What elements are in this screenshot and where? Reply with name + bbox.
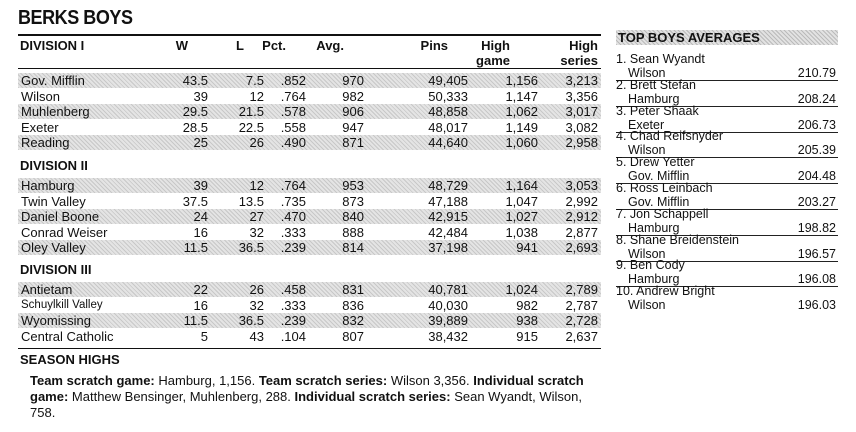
cell-pins: 38,432 [428, 328, 468, 344]
table-row [18, 298, 601, 313]
cell-pins: 39,889 [428, 313, 468, 329]
top-average-entry [616, 155, 838, 184]
bowler-team: Hamburg [628, 272, 680, 287]
bowler-team: Wilson [628, 246, 666, 261]
bowler-name: 10. Andrew Bright [616, 284, 715, 299]
cell-wins: 29.5 [182, 104, 208, 120]
bowler-name: 1. Sean Wyandt [616, 52, 705, 66]
cell-avg: 831 [342, 282, 364, 297]
cell-pins: 50,333 [428, 88, 468, 104]
cell-pct: .333 [280, 224, 306, 240]
cell-wins: 25 [193, 135, 208, 151]
bowler-average: 205.39 [797, 143, 836, 158]
cell-high-game: 1,060 [505, 135, 538, 151]
cell-wins: 22 [193, 282, 208, 297]
cell-high-game: 1,027 [505, 209, 538, 225]
bowler-name: 6. Ross Leinbach [616, 181, 713, 195]
top-averages-title-text: TOP BOYS AVERAGES [618, 30, 760, 45]
bowler-team: Wilson [628, 66, 666, 80]
cell-avg: 873 [342, 193, 364, 209]
cell-losses: 12 [249, 178, 264, 193]
top-average-entry [616, 104, 838, 133]
cell-wins: 11.5 [183, 240, 208, 256]
top-averages-title [616, 30, 838, 45]
table-row [18, 225, 601, 240]
cell-wins: 16 [193, 224, 208, 240]
cell-team-name: Wyomissing [21, 313, 91, 329]
bowler-name: 4. Chad Reifsnyder [616, 129, 724, 144]
bowler-name: 7. Jon Schappell [616, 206, 709, 221]
cell-pct: .239 [280, 240, 306, 256]
table-row [18, 282, 601, 297]
cell-team-name: Reading [21, 135, 70, 151]
team-game-key: Team scratch game: [30, 373, 155, 388]
cell-high-series: 2,992 [565, 193, 598, 209]
cell-high-series: 2,877 [565, 224, 598, 240]
cell-avg: 906 [342, 104, 364, 120]
cell-high-series: 3,053 [565, 178, 598, 193]
ind-series-value: Sean Wyandt, Wilson, 758. [30, 389, 582, 420]
bowler-team: Gov. Mifflin [628, 195, 690, 209]
table-row [18, 104, 601, 119]
cell-losses: 27 [249, 209, 264, 225]
table-row [18, 194, 601, 209]
cell-high-game: 1,147 [505, 88, 538, 104]
top-average-entry [616, 284, 838, 312]
cell-high-series: 2,789 [565, 282, 598, 297]
cell-pins: 48,729 [428, 178, 468, 193]
cell-avg: 832 [342, 313, 364, 329]
top-average-entry [616, 258, 838, 287]
bowler-name: 5. Drew Yetter [616, 155, 695, 170]
cell-team-name: Hamburg [21, 178, 75, 193]
cell-wins: 28.5 [182, 119, 208, 135]
cell-high-game: 1,047 [505, 193, 538, 209]
division-2-label: DIVISION II [20, 158, 88, 173]
cell-pins: 42,915 [428, 209, 468, 225]
team-series-value: Wilson 3,356. [387, 373, 474, 388]
cell-high-series: 2,912 [565, 209, 598, 225]
cell-high-series: 2,637 [565, 328, 598, 344]
cell-pins: 49,405 [428, 73, 468, 88]
cell-pins: 47,188 [428, 193, 468, 209]
bowler-team: Hamburg [628, 220, 680, 235]
bowler-average: 196.57 [797, 246, 836, 261]
cell-avg: 836 [342, 297, 364, 313]
cell-team-name: Exeter [21, 119, 59, 135]
cell-high-series: 2,693 [565, 240, 598, 256]
cell-losses: 32 [249, 224, 264, 240]
table-row [18, 240, 601, 255]
cell-team-name: Wilson [21, 88, 61, 104]
col-high-game-line1: High [481, 38, 510, 53]
cell-pins: 42,484 [428, 224, 468, 240]
cell-high-series: 3,017 [565, 104, 598, 120]
season-highs-text [30, 373, 590, 421]
col-w-header: W [175, 38, 188, 53]
cell-pins: 48,858 [428, 104, 468, 120]
top-average-entry [616, 207, 838, 236]
top-average-entry [616, 233, 838, 262]
col-high-series-header [518, 38, 598, 68]
bowler-team: Wilson [628, 298, 666, 313]
team-game-value: Hamburg, 1,156. [154, 373, 259, 388]
col-l-header: L [236, 38, 244, 53]
cell-pct: .470 [280, 209, 306, 225]
cell-wins: 39 [193, 88, 208, 104]
cell-pct: .490 [280, 135, 306, 151]
bowler-average: 196.08 [797, 272, 836, 287]
cell-losses: 13.5 [238, 193, 264, 209]
cell-avg: 888 [342, 224, 364, 240]
cell-wins: 43.5 [182, 73, 208, 88]
table-row [18, 209, 601, 224]
team-series-key: Team scratch series: [258, 373, 388, 388]
bowler-name: 3. Peter Shaak [616, 103, 699, 118]
bowler-average: 196.03 [797, 298, 836, 313]
cell-pct: .333 [280, 297, 306, 313]
cell-wins: 5 [200, 328, 208, 344]
cell-pins: 40,781 [428, 282, 468, 297]
season-highs-rule [18, 348, 601, 349]
bowler-average: 198.82 [797, 220, 836, 235]
table-row [18, 313, 601, 328]
cell-high-series: 2,958 [565, 135, 598, 151]
cell-pct: .239 [280, 313, 306, 329]
cell-avg: 947 [342, 119, 364, 135]
cell-pct: .458 [280, 282, 306, 297]
ind-game-value: Matthew Bensinger, Muhlenberg, 288. [68, 389, 295, 404]
cell-pct: .764 [280, 178, 306, 193]
cell-team-name: Oley Valley [21, 240, 86, 256]
cell-high-series: 3,213 [565, 73, 598, 88]
cell-wins: 37.5 [182, 193, 208, 209]
ind-series-key: Individual scratch series: [294, 389, 451, 404]
cell-high-game: 1,024 [505, 282, 538, 297]
page-title: BERKS BOYS [18, 7, 133, 29]
cell-losses: 36.5 [238, 313, 264, 329]
ind-game-key: Individual scratch game: [30, 373, 584, 404]
cell-losses: 21.5 [238, 104, 264, 120]
cell-team-name: Schuylkill Valley [21, 298, 103, 311]
cell-high-game: 1,038 [505, 224, 538, 240]
cell-losses: 7.5 [245, 73, 264, 88]
table-row [18, 89, 601, 104]
cell-wins: 16 [193, 297, 208, 313]
cell-avg: 814 [342, 240, 364, 256]
cell-pct: .104 [280, 328, 306, 344]
cell-avg: 807 [342, 328, 364, 344]
bowler-team: Gov. Mifflin [628, 169, 690, 184]
table-row [18, 178, 601, 193]
cell-team-name: Gov. Mifflin [21, 73, 85, 88]
cell-avg: 871 [342, 135, 364, 151]
cell-pins: 40,030 [428, 297, 468, 313]
top-average-entry [616, 52, 838, 81]
cell-pins: 44,640 [428, 135, 468, 151]
col-avg-header: Avg. [316, 38, 344, 53]
cell-losses: 26 [249, 282, 264, 297]
cell-high-series: 2,787 [565, 297, 598, 313]
table-row [18, 329, 601, 344]
table-row [18, 73, 601, 88]
cell-wins: 24 [193, 209, 208, 225]
col-pins-header: Pins [420, 38, 448, 53]
cell-avg: 970 [342, 73, 364, 88]
bowler-average: 210.79 [797, 66, 836, 80]
bowler-average: 208.24 [797, 91, 836, 106]
col-high-series-line2: series [560, 53, 598, 68]
cell-team-name: Muhlenberg [21, 104, 90, 120]
bowler-team: Exeter [628, 117, 665, 132]
cell-losses: 12 [249, 88, 264, 104]
cell-high-series: 3,356 [565, 88, 598, 104]
cell-pct: .764 [280, 88, 306, 104]
cell-losses: 22.5 [238, 119, 264, 135]
cell-wins: 39 [193, 178, 208, 193]
cell-high-series: 3,082 [565, 119, 598, 135]
cell-team-name: Twin Valley [21, 193, 86, 209]
cell-team-name: Daniel Boone [21, 209, 100, 225]
cell-pins: 48,017 [428, 119, 468, 135]
bowler-team-line [616, 298, 838, 312]
bowler-name: 2. Brett Stefan [616, 77, 696, 92]
col-high-game-header [450, 38, 510, 68]
cell-pins: 37,198 [428, 240, 468, 256]
cell-high-series: 2,728 [565, 313, 598, 329]
cell-avg: 982 [342, 88, 364, 104]
season-highs-label: SEASON HIGHS [20, 352, 120, 367]
bowler-average: 206.73 [797, 117, 836, 132]
table-row [18, 135, 601, 150]
cell-team-name: Central Catholic [21, 328, 114, 344]
division-3-label: DIVISION III [20, 262, 92, 277]
bowler-average: 203.27 [797, 195, 836, 209]
bowler-average: 204.48 [797, 169, 836, 184]
title-rule [18, 34, 601, 36]
cell-losses: 26 [249, 135, 264, 151]
col-high-series-line1: High [569, 38, 598, 53]
header-rule [18, 68, 601, 69]
cell-high-game: 1,149 [505, 119, 538, 135]
division-header: DIVISION I [20, 38, 85, 53]
bowler-team: Hamburg [628, 91, 680, 106]
cell-losses: 36.5 [238, 240, 264, 256]
cell-pct: .578 [280, 104, 306, 120]
bowler-team: Wilson [628, 143, 666, 158]
cell-avg: 840 [342, 209, 364, 225]
table-row [18, 120, 601, 135]
cell-team-name: Antietam [21, 282, 73, 297]
cell-high-game: 1,164 [505, 178, 538, 193]
cell-high-game: 941 [516, 240, 538, 256]
cell-high-game: 915 [516, 328, 538, 344]
col-pct-header: Pct. [262, 38, 286, 53]
top-average-entry [616, 78, 838, 107]
bowler-name: 9. Ben Cody [616, 258, 685, 273]
cell-high-game: 938 [516, 313, 538, 329]
cell-pct: .735 [280, 193, 306, 209]
top-average-entry [616, 181, 838, 210]
top-average-entry [616, 129, 838, 158]
cell-pct: .852 [280, 73, 306, 88]
cell-losses: 32 [249, 297, 264, 313]
cell-pct: .558 [280, 119, 306, 135]
bowler-name: 8. Shane Breidenstein [616, 232, 740, 247]
cell-high-game: 982 [516, 297, 538, 313]
cell-avg: 953 [342, 178, 364, 193]
cell-high-game: 1,156 [505, 73, 538, 88]
cell-losses: 43 [249, 328, 264, 344]
cell-high-game: 1,062 [505, 104, 538, 120]
col-high-game-line2: game [476, 53, 510, 68]
cell-wins: 11.5 [183, 313, 208, 329]
cell-team-name: Conrad Weiser [21, 224, 108, 240]
